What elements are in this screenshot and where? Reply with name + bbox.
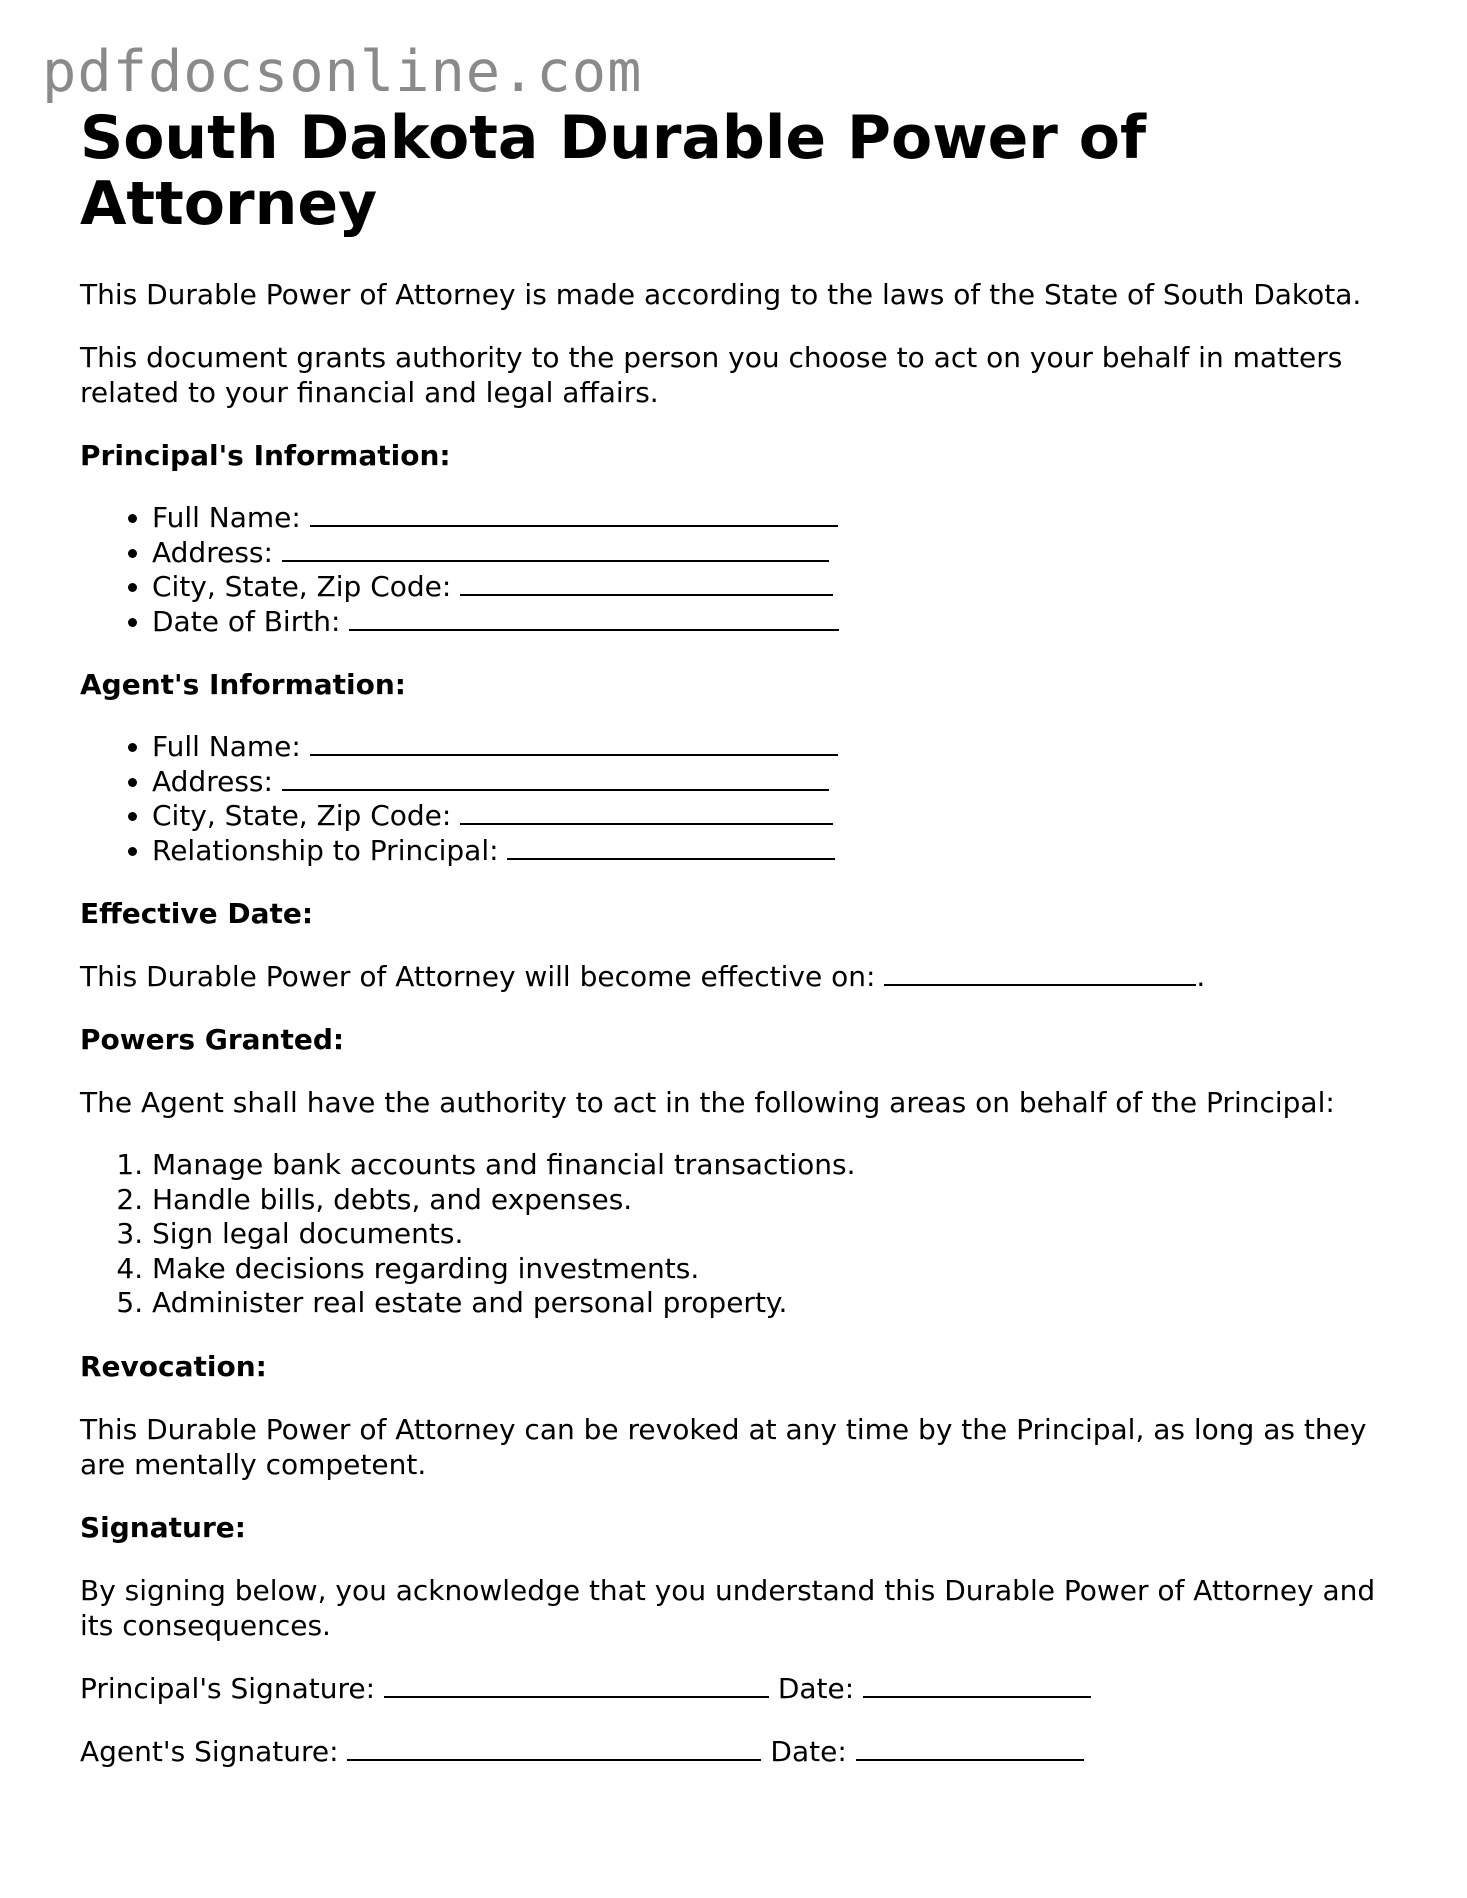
principal-heading: Principal's Information:	[80, 439, 451, 472]
field-label: Relationship to Principal:	[152, 833, 499, 867]
principal-full-name-field	[152, 501, 1400, 536]
agent-signature-blank[interactable]	[347, 1735, 761, 1761]
document-page	[80, 105, 1400, 1769]
principal-city-field	[152, 570, 1400, 605]
agent-relationship-field	[152, 834, 1400, 869]
effective-paragraph	[80, 959, 1400, 994]
blank-line[interactable]	[310, 730, 838, 756]
revocation-heading: Revocation:	[80, 1349, 267, 1383]
principal-signature-label: Principal's Signature:	[80, 1671, 376, 1705]
intro-paragraph-2: This document grants authority to the person you choose to act on your behalf in matters related to your financial and legal affairs.	[80, 341, 1343, 409]
principal-signature-line	[80, 1671, 1400, 1706]
effective-heading: Effective Date:	[80, 897, 314, 930]
agent-address-field	[152, 765, 1400, 800]
field-label: City, State, Zip Code:	[152, 799, 452, 832]
powers-heading: Powers Granted:	[80, 1023, 345, 1056]
power-item: 1. Manage bank accounts and financial transactions.	[152, 1148, 1400, 1183]
agent-signature-line	[80, 1734, 1400, 1769]
principal-address-field	[152, 536, 1400, 571]
principal-date-label: Date:	[777, 1671, 855, 1705]
field-label: Address:	[152, 764, 273, 798]
agent-date-label: Date:	[770, 1734, 847, 1768]
document-title: South Dakota Durable Power of Attorney	[80, 103, 1147, 239]
agent-heading: Agent's Information:	[80, 668, 407, 701]
field-label: Full Name:	[152, 730, 301, 763]
effective-suffix: .	[1196, 960, 1206, 993]
blank-line[interactable]	[282, 536, 829, 562]
blank-line[interactable]	[507, 834, 835, 860]
blank-line[interactable]	[460, 570, 833, 596]
signature-heading: Signature:	[80, 1510, 246, 1544]
agent-city-field	[152, 799, 1400, 834]
blank-line[interactable]	[310, 501, 838, 527]
agent-signature-label: Agent's Signature:	[80, 1734, 339, 1768]
agent-fields	[80, 730, 1400, 868]
power-item: 4. Make decisions regarding investments.	[152, 1252, 1400, 1287]
blank-line[interactable]	[282, 765, 829, 791]
field-label: Date of Birth:	[152, 604, 341, 638]
principal-fields	[80, 501, 1400, 639]
effective-date-blank[interactable]	[884, 960, 1196, 986]
blank-line[interactable]	[460, 799, 833, 825]
powers-list	[80, 1148, 1400, 1321]
agent-full-name-field	[152, 730, 1400, 765]
revocation-paragraph: This Durable Power of Attorney can be revoked at any time by the Principal, as long as they are mentally competent.	[80, 1412, 1367, 1481]
power-item: 2. Handle bills, debts, and expenses.	[152, 1183, 1400, 1218]
agent-date-blank[interactable]	[856, 1735, 1084, 1761]
field-label: Full Name:	[152, 501, 301, 534]
principal-date-blank[interactable]	[863, 1672, 1091, 1698]
principal-dob-field	[152, 605, 1400, 640]
field-label: City, State, Zip Code:	[152, 570, 452, 603]
power-item: 5. Administer real estate and personal property.	[152, 1286, 1400, 1321]
signature-paragraph: By signing below, you acknowledge that you understand this Durable Power of Attorney and its consequences.	[80, 1573, 1376, 1642]
watermark: pdfdocsonline.com	[42, 39, 643, 105]
field-label: Address:	[152, 535, 273, 569]
powers-paragraph: The Agent shall have the authority to act in the following areas on behalf of the Principal:	[80, 1086, 1335, 1119]
effective-text: This Durable Power of Attorney will become effective on:	[80, 960, 876, 993]
intro-paragraph-1: This Durable Power of Attorney is made according to the laws of the State of South Dakota.	[80, 278, 1362, 311]
power-item: 3. Sign legal documents.	[152, 1217, 1400, 1252]
principal-signature-blank[interactable]	[384, 1672, 769, 1698]
blank-line[interactable]	[349, 605, 839, 631]
